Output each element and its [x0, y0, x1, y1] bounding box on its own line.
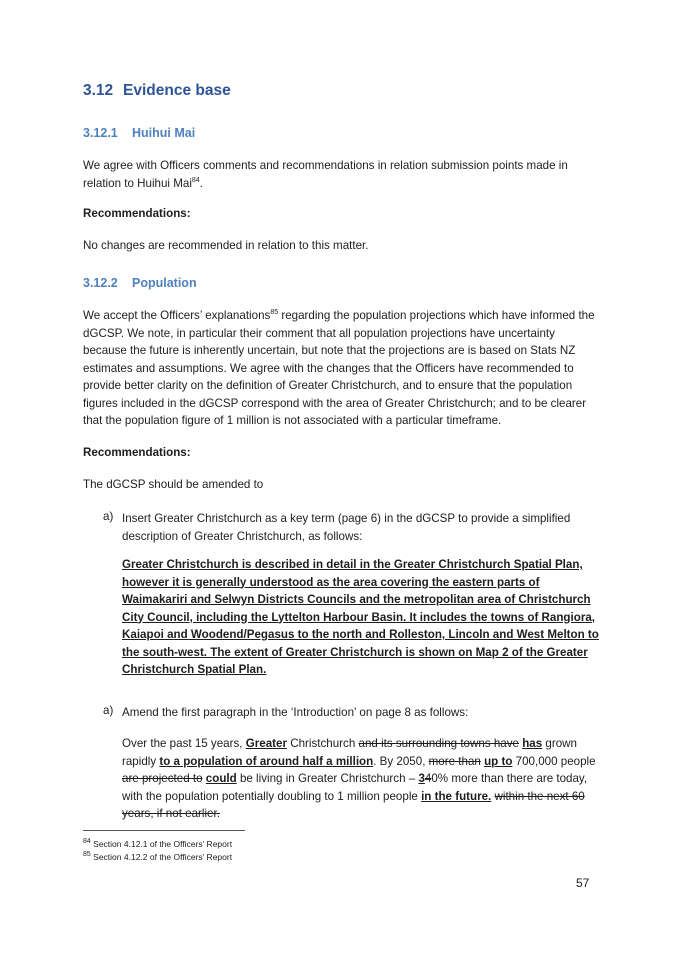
recommendations-heading-2: Recommendations: — [83, 446, 191, 459]
list-marker-1: a) — [103, 510, 114, 523]
subsection-heading-huihui-mai: 3.12.1 Huihui Mai — [83, 126, 196, 140]
section-heading: 3.12 Evidence base — [83, 82, 231, 99]
footnote-85: $^{85}$ Section 4.12.2 of the Officers’ Report — [83, 851, 233, 862]
footnote-84: $^{84}$ Section 4.12.1 of the Officers’ Report — [83, 838, 233, 849]
amend-intro: The dGCSP should be amended to — [83, 478, 264, 491]
subsection-heading-population: 3.12.2 Population — [83, 276, 197, 290]
recommendations-heading-1: Recommendations: — [83, 207, 191, 220]
footnote-separator — [83, 830, 245, 831]
inserted-definition-text: Greater Christchurch is described in detail in the Greater Christchurch Spatial Plan, however it is generally understood as the area covering the eastern parts of Waimakariri and Selwyn Districts Councils and the metropolitan area of Christchurch City Council, including the Lyttelton Harbour Basin. It includes the towns of Rangiora, Kaiapoi and Woodend/Pegasus to the north and Rolleston, Lincoln and West Melton to the south-west. The extent of Greater Christchurch is shown on Map 2 of the Greater Christchurch Spatial Plan. — [122, 558, 599, 676]
recommendation-text-1: No changes are recommended in relation to this matter. — [83, 239, 369, 252]
population-paragraph: We accept the Officers’ explanations$^{85}$ regarding the population projections which have informed the dGCSP. We note, in particular their comment that all population projections have uncertainty because the future is inherently uncertain, but note that the projections are is based on Stats NZ estimates and assumptions. We agree with the changes that the Officers have recommended to provide better clarity on the definition of Greater Christchurch, and to ensure that the population figures included in the dGCSP correspond with the area of Greater Christchurch; and to be clearer that the population figure of 1 million is not associated with a particular timeframe. — [83, 309, 595, 427]
list-item-2-text: Amend the first paragraph in the ‘Introduction’ on page 8 as follows: — [122, 706, 469, 719]
list-item-1-text: Insert Greater Christchurch as a key term (page 6) in the dGCSP to provide a simplified description of Greater Christchurch, as follows: — [122, 512, 571, 543]
footnote-ref-84[interactable]: 84 — [191, 176, 200, 184]
footnote-ref-85[interactable]: 85 — [270, 309, 279, 317]
page-number: 57 — [576, 876, 590, 890]
huihui-mai-paragraph: We agree with Officers comments and recommendations in relation submission points made in relation to Huihui Mai$^{84}$. — [83, 159, 568, 190]
amended-introduction-paragraph: Over the past 15 years, Greater Christchurch and its surrounding towns have has grown rapidly to a population of around half a million. By 2050, more than up to 700,000 people are projected to could be living in Greater Christchurch – 340% more than there are today, with the population potentially doubling to 1 million people in the future. within the next 60 years, if not earlier. — [122, 737, 596, 820]
list-marker-2: a) — [103, 704, 114, 717]
